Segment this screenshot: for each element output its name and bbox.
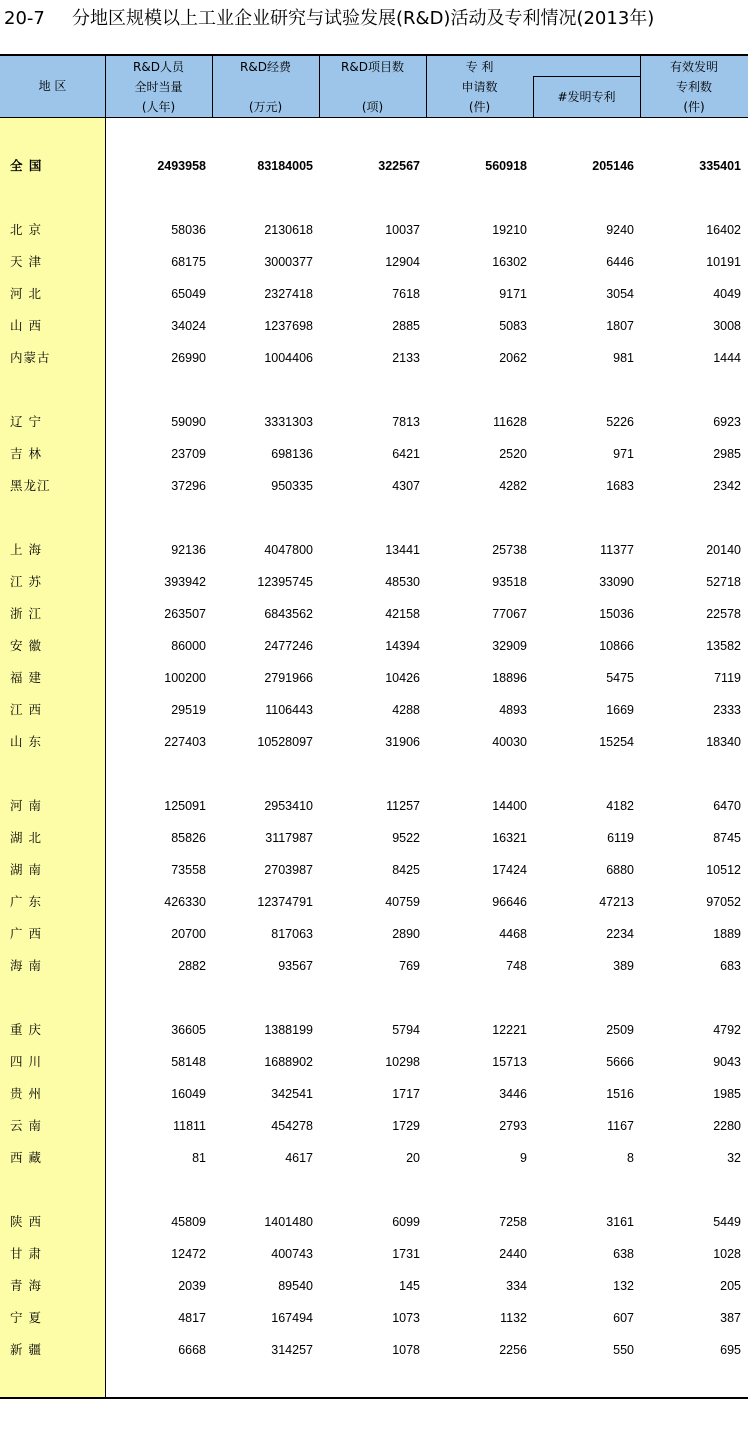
cell-valid-patents: 52718: [706, 575, 741, 589]
table-row: [0, 476, 748, 496]
header-divider: [533, 76, 640, 77]
table-row: [0, 1212, 748, 1232]
cell-invention-patents: 550: [613, 1343, 634, 1357]
cell-projects: 2133: [392, 351, 420, 365]
cell-expenditure: 2953410: [264, 799, 313, 813]
region-name: 天 津: [10, 254, 42, 269]
cell-projects: 5794: [392, 1023, 420, 1037]
cell-expenditure: 1688902: [264, 1055, 313, 1069]
table-row: [0, 284, 748, 304]
cell-personnel: 36605: [171, 1023, 206, 1037]
cell-valid-patents: 20140: [706, 543, 741, 557]
cell-valid-patents: 32: [727, 1151, 741, 1165]
cell-valid-patents: 10512: [706, 863, 741, 877]
cell-applications: 2256: [499, 1343, 527, 1357]
cell-expenditure: 314257: [271, 1343, 313, 1357]
cell-personnel: 125091: [164, 799, 206, 813]
cell-invention-patents: 1683: [606, 479, 634, 493]
header-region: 地 区: [38, 79, 67, 93]
cell-expenditure: 12395745: [257, 575, 313, 589]
cell-invention-patents: 3054: [606, 287, 634, 301]
cell-valid-patents: 97052: [706, 895, 741, 909]
table-row: [0, 956, 748, 976]
cell-valid-patents: 3008: [713, 319, 741, 333]
cell-applications: 334: [506, 1279, 527, 1293]
cell-personnel: 4817: [178, 1311, 206, 1325]
header-rule: [0, 117, 748, 118]
cell-personnel: 58148: [171, 1055, 206, 1069]
cell-applications: 560918: [485, 159, 527, 173]
table-row: [0, 1244, 748, 1264]
cell-valid-patents: 2333: [713, 703, 741, 717]
cell-valid-patents: 2985: [713, 447, 741, 461]
cell-projects: 14394: [385, 639, 420, 653]
cell-applications: 2062: [499, 351, 527, 365]
cell-invention-patents: 1167: [607, 1119, 634, 1133]
cell-invention-patents: 33090: [599, 575, 634, 589]
table-title-text: 分地区规模以上工业企业研究与试验发展(R&D)活动及专利情况(2013年): [72, 8, 655, 29]
cell-projects: 48530: [385, 575, 420, 589]
cell-projects: 145: [399, 1279, 420, 1293]
cell-applications: 19210: [492, 223, 527, 237]
cell-applications: 748: [506, 959, 527, 973]
cell-applications: 1132: [500, 1311, 527, 1325]
header-personnel-line1: R&D人员: [133, 60, 184, 74]
cell-expenditure: 400743: [271, 1247, 313, 1261]
region-name: 宁 夏: [10, 1310, 42, 1325]
cell-personnel: 2882: [178, 959, 206, 973]
table-row-total: [0, 156, 748, 176]
region-name: 陕 西: [10, 1214, 42, 1229]
region-name: 新 疆: [10, 1342, 42, 1357]
cell-invention-patents: 5475: [606, 671, 634, 685]
cell-expenditure: 950335: [271, 479, 313, 493]
cell-valid-patents: 13582: [706, 639, 741, 653]
header-valid-unit: (件): [683, 100, 705, 114]
cell-invention-patents: 15254: [599, 735, 634, 749]
cell-invention-patents: 5666: [606, 1055, 634, 1069]
cell-projects: 13441: [385, 543, 420, 557]
cell-projects: 4288: [392, 703, 420, 717]
cell-valid-patents: 22578: [706, 607, 741, 621]
region-name: 西 藏: [10, 1150, 42, 1165]
cell-projects: 11257: [386, 799, 420, 813]
table-row: [0, 1116, 748, 1136]
cell-applications: 11628: [493, 415, 527, 429]
cell-invention-patents: 10866: [599, 639, 634, 653]
cell-projects: 8425: [392, 863, 420, 877]
header-personnel-unit: (人年): [141, 100, 176, 114]
cell-valid-patents: 1889: [713, 927, 741, 941]
table-row: [0, 604, 748, 624]
cell-valid-patents: 16402: [706, 223, 741, 237]
cell-applications: 25738: [492, 543, 527, 557]
cell-applications: 32909: [492, 639, 527, 653]
cell-projects: 4307: [392, 479, 420, 493]
region-name: 山 东: [10, 734, 42, 749]
cell-personnel: 65049: [171, 287, 206, 301]
cell-applications: 3446: [499, 1087, 527, 1101]
table-row: [0, 540, 748, 560]
table-row: [0, 412, 748, 432]
cell-applications: 96646: [492, 895, 527, 909]
cell-applications: 4468: [499, 927, 527, 941]
cell-invention-patents: 2509: [606, 1023, 634, 1037]
header-expenditure-unit: (万元): [248, 100, 283, 114]
cell-projects: 9522: [392, 831, 420, 845]
region-name: 上 海: [10, 542, 42, 557]
cell-personnel: 16049: [171, 1087, 206, 1101]
cell-expenditure: 1004406: [264, 351, 313, 365]
table-row: [0, 444, 748, 464]
cell-expenditure: 2130618: [264, 223, 313, 237]
cell-expenditure: 10528097: [257, 735, 313, 749]
cell-invention-patents: 971: [613, 447, 634, 461]
table-row: [0, 220, 748, 240]
cell-personnel: 37296: [171, 479, 206, 493]
cell-projects: 31906: [385, 735, 420, 749]
cell-invention-patents: 9240: [606, 223, 634, 237]
header-personnel-line2: 全时当量: [134, 80, 183, 94]
cell-personnel: 68175: [171, 255, 206, 269]
header-applications-unit: (件): [468, 100, 491, 114]
table-row: [0, 1340, 748, 1360]
header-expenditure: R&D经费: [240, 60, 291, 74]
cell-valid-patents: 1444: [713, 351, 741, 365]
cell-personnel: 85826: [171, 831, 206, 845]
cell-invention-patents: 47213: [599, 895, 634, 909]
table-row: [0, 1084, 748, 1104]
cell-invention-patents: 1669: [606, 703, 634, 717]
cell-applications: 4282: [499, 479, 527, 493]
region-name: 广 西: [10, 926, 42, 941]
cell-invention-patents: 2234: [606, 927, 634, 941]
cell-personnel: 58036: [171, 223, 206, 237]
cell-applications: 4893: [499, 703, 527, 717]
cell-personnel: 45809: [171, 1215, 206, 1229]
cell-applications: 2793: [499, 1119, 527, 1133]
cell-expenditure: 342541: [271, 1087, 313, 1101]
cell-invention-patents: 3161: [606, 1215, 634, 1229]
table-row: [0, 1276, 748, 1296]
cell-personnel: 227403: [164, 735, 206, 749]
region-name: 安 徽: [10, 638, 42, 653]
cell-expenditure: 3331303: [264, 415, 313, 429]
cell-applications: 14400: [492, 799, 527, 813]
table-number: 20-7: [4, 8, 45, 29]
table-row: [0, 1020, 748, 1040]
region-name: 四 川: [10, 1054, 42, 1069]
cell-applications: 40030: [492, 735, 527, 749]
cell-projects: 1729: [392, 1119, 420, 1133]
table-row: [0, 348, 748, 368]
cell-valid-patents: 18340: [706, 735, 741, 749]
header-patents-group: 专 利: [465, 60, 494, 74]
region-name: 广 东: [10, 894, 42, 909]
cell-invention-patents: 11377: [600, 543, 634, 557]
table-row: [0, 636, 748, 656]
cell-applications: 17424: [492, 863, 527, 877]
cell-personnel: 92136: [171, 543, 206, 557]
cell-applications: 9: [520, 1151, 527, 1165]
table-row: [0, 892, 748, 912]
cell-valid-patents: 4049: [713, 287, 741, 301]
cell-personnel: 29519: [171, 703, 206, 717]
cell-personnel: 2039: [178, 1279, 206, 1293]
cell-invention-patents: 8: [627, 1151, 634, 1165]
cell-valid-patents: 335401: [699, 159, 741, 173]
table-row: [0, 796, 748, 816]
cell-projects: 1717: [392, 1087, 420, 1101]
cell-applications: 16321: [492, 831, 527, 845]
cell-valid-patents: 7119: [714, 671, 741, 685]
cell-invention-patents: 607: [613, 1311, 634, 1325]
cell-valid-patents: 6923: [713, 415, 741, 429]
cell-projects: 2890: [392, 927, 420, 941]
cell-projects: 10298: [385, 1055, 420, 1069]
cell-applications: 9171: [499, 287, 527, 301]
cell-personnel: 263507: [164, 607, 206, 621]
header-projects: R&D项目数: [341, 60, 404, 74]
cell-personnel: 23709: [171, 447, 206, 461]
cell-expenditure: 454278: [271, 1119, 313, 1133]
cell-personnel: 393942: [164, 575, 206, 589]
cell-projects: 20: [406, 1151, 420, 1165]
cell-valid-patents: 5449: [713, 1215, 741, 1229]
cell-valid-patents: 695: [720, 1343, 741, 1357]
region-name: 黑龙江: [10, 478, 51, 493]
cell-invention-patents: 205146: [592, 159, 634, 173]
region-name: 山 西: [10, 318, 42, 333]
cell-valid-patents: 10191: [706, 255, 741, 269]
cell-expenditure: 4617: [285, 1151, 313, 1165]
cell-invention-patents: 6119: [607, 831, 634, 845]
table-row: [0, 924, 748, 944]
region-name: 河 北: [10, 286, 42, 301]
table-row: [0, 1308, 748, 1328]
cell-personnel: 26990: [171, 351, 206, 365]
cell-valid-patents: 8745: [713, 831, 741, 845]
cell-valid-patents: 683: [720, 959, 741, 973]
cell-personnel: 73558: [171, 863, 206, 877]
cell-personnel: 6668: [178, 1343, 206, 1357]
region-name: 江 西: [10, 702, 42, 717]
cell-invention-patents: 15036: [599, 607, 634, 621]
region-name: 福 建: [10, 670, 42, 685]
cell-personnel: 86000: [171, 639, 206, 653]
cell-applications: 2440: [499, 1247, 527, 1261]
cell-expenditure: 3000377: [264, 255, 313, 269]
cell-expenditure: 1401480: [264, 1215, 313, 1229]
cell-valid-patents: 1028: [713, 1247, 741, 1261]
region-name: 海 南: [10, 958, 42, 973]
region-name: 江 苏: [10, 574, 42, 589]
cell-personnel: 100200: [164, 671, 206, 685]
region-name: 吉 林: [10, 446, 42, 461]
cell-applications: 12221: [492, 1023, 527, 1037]
cell-expenditure: 93567: [278, 959, 313, 973]
cell-expenditure: 3117987: [265, 831, 313, 845]
cell-personnel: 426330: [164, 895, 206, 909]
cell-projects: 40759: [385, 895, 420, 909]
cell-personnel: 81: [192, 1151, 206, 1165]
table-row: [0, 668, 748, 688]
table-row: [0, 316, 748, 336]
cell-projects: 1731: [392, 1247, 420, 1261]
header-invention: #发明专利: [557, 90, 616, 104]
cell-applications: 18896: [492, 671, 527, 685]
table-row: [0, 572, 748, 592]
table-title: [4, 4, 654, 34]
cell-personnel: 34024: [171, 319, 206, 333]
cell-invention-patents: 6880: [606, 863, 634, 877]
cell-applications: 5083: [499, 319, 527, 333]
cell-expenditure: 6843562: [264, 607, 313, 621]
cell-expenditure: 2703987: [264, 863, 313, 877]
cell-invention-patents: 1516: [606, 1087, 634, 1101]
table-row: [0, 732, 748, 752]
cell-invention-patents: 1807: [606, 319, 634, 333]
cell-projects: 42158: [385, 607, 420, 621]
table-row: [0, 1148, 748, 1168]
cell-invention-patents: 132: [613, 1279, 634, 1293]
cell-applications: 77067: [492, 607, 527, 621]
cell-applications: 7258: [499, 1215, 527, 1229]
cell-expenditure: 12374791: [257, 895, 313, 909]
cell-expenditure: 167494: [271, 1311, 313, 1325]
cell-personnel: 59090: [171, 415, 206, 429]
bottom-rule: [0, 1397, 748, 1399]
cell-expenditure: 2791966: [264, 671, 313, 685]
cell-invention-patents: 981: [613, 351, 634, 365]
cell-applications: 15713: [492, 1055, 527, 1069]
cell-projects: 2885: [392, 319, 420, 333]
cell-valid-patents: 387: [720, 1311, 741, 1325]
cell-expenditure: 83184005: [257, 159, 313, 173]
cell-projects: 769: [399, 959, 420, 973]
cell-projects: 1073: [392, 1311, 420, 1325]
region-name: 云 南: [10, 1118, 42, 1133]
region-name: 河 南: [10, 798, 42, 813]
region-name: 湖 南: [10, 862, 42, 877]
cell-projects: 10037: [385, 223, 420, 237]
region-column: [0, 118, 105, 1397]
cell-expenditure: 1106443: [265, 703, 313, 717]
header-projects-unit: (项): [361, 100, 384, 114]
cell-valid-patents: 4792: [713, 1023, 741, 1037]
cell-personnel: 11811: [173, 1119, 206, 1133]
header-valid-line2: 专利数: [675, 80, 712, 94]
region-name: 北 京: [10, 222, 42, 237]
region-name: 湖 北: [10, 830, 42, 845]
cell-invention-patents: 638: [613, 1247, 634, 1261]
table-row: [0, 828, 748, 848]
cell-projects: 7813: [392, 415, 420, 429]
cell-invention-patents: 6446: [606, 255, 634, 269]
region-name: 青 海: [10, 1278, 42, 1293]
table-row: [0, 1052, 748, 1072]
cell-projects: 6421: [392, 447, 420, 461]
cell-valid-patents: 205: [720, 1279, 741, 1293]
cell-projects: 322567: [378, 159, 420, 173]
region-column-border: [105, 118, 106, 1397]
cell-projects: 1078: [392, 1343, 420, 1357]
cell-expenditure: 89540: [278, 1279, 313, 1293]
cell-expenditure: 2327418: [264, 287, 313, 301]
table-row: [0, 860, 748, 880]
cell-applications: 93518: [492, 575, 527, 589]
cell-expenditure: 1237698: [264, 319, 313, 333]
cell-projects: 7618: [392, 287, 420, 301]
cell-expenditure: 2477246: [264, 639, 313, 653]
region-name: 内蒙古: [10, 350, 51, 365]
cell-valid-patents: 6470: [713, 799, 741, 813]
cell-valid-patents: 2342: [713, 479, 741, 493]
region-name: 辽 宁: [10, 414, 42, 429]
cell-invention-patents: 5226: [606, 415, 634, 429]
cell-valid-patents: 1985: [713, 1087, 741, 1101]
cell-personnel: 12472: [171, 1247, 206, 1261]
table-row: [0, 700, 748, 720]
table-row: [0, 252, 748, 272]
region-name: 贵 州: [10, 1086, 42, 1101]
region-name: 全 国: [10, 158, 43, 173]
cell-projects: 10426: [385, 671, 420, 685]
cell-invention-patents: 4182: [606, 799, 634, 813]
cell-valid-patents: 2280: [713, 1119, 741, 1133]
cell-expenditure: 698136: [271, 447, 313, 461]
cell-personnel: 20700: [171, 927, 206, 941]
header-applications: 申请数: [461, 80, 498, 94]
cell-expenditure: 817063: [271, 927, 313, 941]
cell-projects: 12904: [385, 255, 420, 269]
region-name: 重 庆: [10, 1022, 42, 1037]
cell-applications: 16302: [492, 255, 527, 269]
cell-expenditure: 1388199: [264, 1023, 313, 1037]
cell-invention-patents: 389: [613, 959, 634, 973]
cell-projects: 6099: [392, 1215, 420, 1229]
cell-expenditure: 4047800: [264, 543, 313, 557]
header-valid-line1: 有效发明: [669, 60, 718, 74]
cell-valid-patents: 9043: [713, 1055, 741, 1069]
cell-applications: 2520: [499, 447, 527, 461]
region-name: 甘 肃: [10, 1246, 42, 1261]
region-name: 浙 江: [10, 606, 42, 621]
cell-personnel: 2493958: [157, 159, 206, 173]
